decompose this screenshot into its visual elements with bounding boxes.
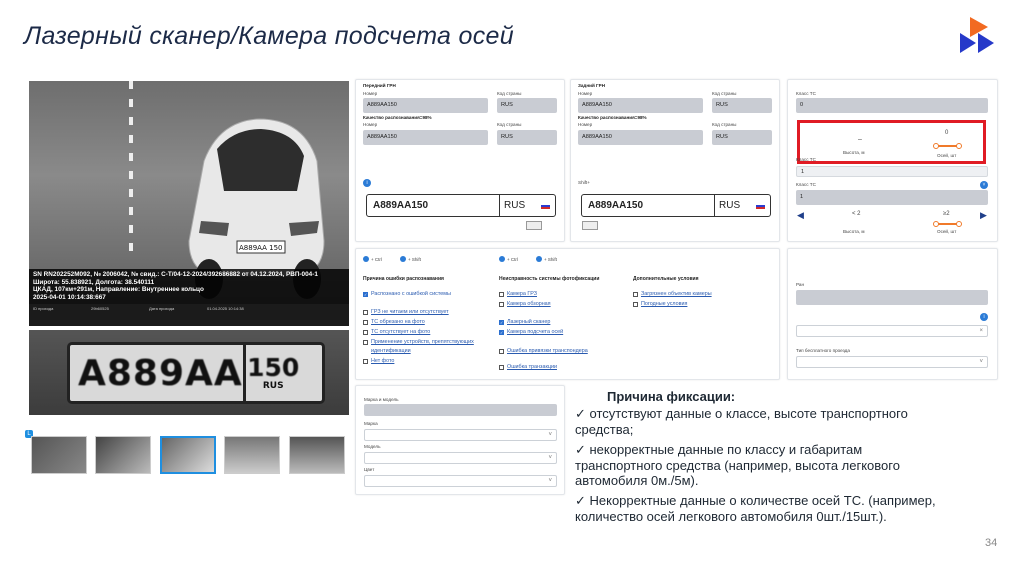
key-icon: [400, 256, 406, 262]
country-label: Код страны: [712, 91, 737, 96]
meta-label: Дата прохода: [149, 306, 175, 311]
checkbox-icon: [363, 310, 368, 315]
thumbnail-2[interactable]: [95, 436, 151, 474]
plate-number: A889AA150: [588, 200, 644, 211]
quality-label: Качество распознавания=98%: [578, 115, 647, 120]
reason-item: ✓ некорректные данные по классу и габаритам транспортного средства (например, высота легкового автомобиля 0м./5м).: [575, 442, 900, 489]
plate-number: A889AA150: [373, 200, 429, 211]
model-label: Модель: [364, 444, 381, 449]
rear-country-field[interactable]: RUS: [712, 98, 772, 113]
page-number: 34: [985, 537, 998, 549]
checkbox-label: Камера подсчета осей: [507, 329, 564, 335]
make-label: Марка: [364, 421, 378, 426]
shortcut-text: + Shift: [544, 256, 557, 262]
plate-country: [714, 195, 770, 216]
checkbox-label: Распознано с ошибкой системы: [371, 291, 451, 297]
class-label: Класс ТС: [796, 91, 816, 96]
error-checkbox[interactable]: [363, 339, 474, 345]
axles-label: Осей, шт: [937, 229, 957, 234]
checkbox-checked-icon: ✓: [500, 319, 504, 325]
next-arrow-icon[interactable]: ▶: [980, 210, 987, 220]
caption-line: SN RN202252M092, № 2006042, № свид.: С-Т/04-12-2024/392686882 от 04.12.2024, РВП-004-1: [33, 271, 318, 278]
quality-label: Качество распознавания=98%: [363, 115, 432, 120]
height-lt2: < 2: [852, 211, 861, 217]
free-pass-label: Тип бесплатного проезда: [796, 348, 850, 353]
axle-line: [938, 223, 958, 225]
checkbox-icon: [499, 365, 504, 370]
thumb-badge-icon: L: [25, 430, 33, 438]
condition-checkbox[interactable]: [633, 291, 712, 297]
col1-header: Причина ошибки распознавания: [363, 276, 444, 282]
make-model-label: Марка и модель: [364, 397, 399, 402]
chevron-down-icon: ˅: [548, 455, 552, 461]
ran-field[interactable]: [796, 290, 988, 305]
color-label: Цвет: [364, 467, 375, 472]
thumbnail-strip: [25, 430, 355, 478]
error-checkbox[interactable]: [363, 319, 425, 325]
key-icon: [499, 256, 505, 262]
expand-icon[interactable]: ˅: [980, 181, 988, 189]
error-checkbox-continued: [371, 348, 411, 354]
chevron-down-icon: ˅: [548, 478, 552, 484]
checkbox-label: ТС обрезано на фото: [371, 319, 425, 325]
checkbox-label: Нет фото: [371, 358, 395, 364]
checkbox-icon: [499, 349, 504, 354]
shortcut-hint: [499, 256, 518, 262]
slide-title: Лазерный сканер/Камера подсчета осей: [24, 22, 514, 50]
front-country-field-2[interactable]: RUS: [497, 130, 557, 145]
class3-field[interactable]: 1: [796, 190, 988, 205]
fault-checkbox[interactable]: [499, 329, 563, 335]
front-plate-display: [366, 194, 556, 217]
highlight-frame: [797, 120, 986, 164]
height-label: Высота, м: [843, 229, 865, 234]
thumbnail-1[interactable]: [31, 436, 87, 474]
class-field[interactable]: 0: [796, 98, 988, 113]
condition-checkbox[interactable]: [633, 301, 687, 307]
axles-ge2: ≥2: [943, 211, 950, 217]
shortcut-hint: [400, 256, 421, 262]
photo-meta-strip: [29, 304, 349, 326]
axle-icon: [956, 143, 962, 149]
rear-country-field-2[interactable]: RUS: [712, 130, 772, 145]
reason-heading: Причина фиксации:: [607, 389, 736, 404]
rear-plate-title: Задний ГРН: [578, 83, 606, 88]
fault-checkbox[interactable]: [499, 301, 551, 307]
col2-header: Неисправность системы фотофиксации: [499, 276, 600, 282]
plate-toggle-icon[interactable]: [526, 221, 542, 230]
caption-line: Широта: 55.838921, Долгота: 38.540111: [33, 278, 155, 286]
front-number-field[interactable]: A889AA150: [363, 98, 488, 113]
key-icon: [363, 256, 369, 262]
prev-arrow-icon[interactable]: ◀: [797, 210, 804, 220]
key-icon: [536, 256, 542, 262]
plate-closeup: [67, 342, 325, 404]
thumbnail-3[interactable]: [160, 436, 216, 474]
country-label: Код страны: [712, 122, 737, 127]
caption-line: ЦКАД, 107км+291м, Направление: Внутреннее кольцо: [33, 286, 204, 294]
checkbox-icon: [363, 320, 368, 325]
rear-plate-display: [581, 194, 771, 217]
model-select[interactable]: [364, 452, 557, 464]
country-label: Код страны: [497, 91, 522, 96]
shortcut-text: + Ctrl: [507, 256, 518, 262]
number-label: Номер: [578, 122, 593, 127]
height-label: Высота, м: [843, 150, 865, 155]
fault-checkbox[interactable]: [499, 348, 588, 354]
shortcut-hint: [536, 256, 557, 262]
shortcut-hint: [363, 256, 382, 262]
checkbox-icon: [633, 292, 638, 297]
plate-region: [243, 345, 301, 401]
error-checkbox[interactable]: [363, 358, 394, 364]
thumbnail-5[interactable]: [289, 436, 345, 474]
shortcut-text: + Ctrl: [371, 256, 382, 262]
checkbox-label: Применение устройств, препятствующих: [371, 339, 474, 345]
plate-number-text: A889AA: [78, 352, 243, 394]
fault-checkbox[interactable]: [499, 319, 550, 325]
height-value: –: [858, 136, 862, 143]
overview-photo[interactable]: [29, 81, 349, 317]
flag-icon: [756, 203, 765, 209]
fault-checkbox[interactable]: [499, 291, 537, 297]
checkbox-icon: [363, 359, 368, 364]
error-checkbox[interactable]: [363, 291, 451, 297]
shift-hint: Shift+: [578, 180, 590, 185]
class2-label: Класс ТС: [796, 157, 816, 162]
rear-number-field[interactable]: A889AA150: [578, 98, 703, 113]
thumbnail-4[interactable]: [224, 436, 280, 474]
free-pass-input[interactable]: [796, 325, 988, 337]
checkbox-label: Ошибка привязки транспондера: [507, 348, 588, 354]
checkbox-icon: [499, 302, 504, 307]
checkbox-icon: [363, 330, 368, 335]
checkbox-icon: [363, 340, 368, 345]
info-icon[interactable]: i: [980, 313, 988, 321]
free-pass-select[interactable]: [796, 356, 988, 368]
checkbox-icon: [633, 302, 638, 307]
make-select[interactable]: [364, 429, 557, 441]
checkbox-label: ГРЗ не читаем или отсутствует: [371, 309, 449, 315]
axles-value: 0: [945, 130, 949, 136]
number-label: Номер: [363, 91, 378, 96]
company-logo: [958, 15, 1004, 61]
plate-country-code: RUS: [262, 381, 284, 391]
color-select[interactable]: [364, 475, 557, 487]
checkbox-label: Погодные условия: [641, 301, 688, 307]
class3-label: Класс ТС: [796, 182, 816, 187]
axles-label: Осей, шт: [937, 153, 957, 158]
number-label: Номер: [578, 91, 593, 96]
checkbox-label: Ошибка транзакции: [507, 364, 557, 370]
error-checkbox[interactable]: [363, 329, 430, 335]
number-label: Номер: [363, 122, 378, 127]
plate-country-text: RUS: [504, 200, 526, 211]
reason-item: ✓ отсутствуют данные о классе, высоте транспортного средства;: [575, 406, 908, 437]
checkbox-label: Камера ГРЗ: [507, 291, 537, 297]
caption-line: 2025-04-01 10:14:38:667: [33, 293, 106, 301]
checkbox-icon: [499, 292, 504, 297]
front-number-field-2[interactable]: A889AA150: [363, 130, 488, 145]
checkbox-label: Загрязнен объектив камеры: [641, 291, 712, 297]
plate-country: [499, 195, 555, 216]
shortcut-text: + Shift: [408, 256, 421, 262]
chevron-down-icon: ˅: [548, 432, 552, 438]
axle-line: [938, 145, 958, 147]
country-label: Код страны: [497, 122, 522, 127]
plate-toggle-icon[interactable]: [582, 221, 598, 230]
plate-region-code: 150: [247, 353, 300, 382]
info-icon[interactable]: i: [363, 179, 371, 187]
rear-number-field-2[interactable]: A889AA150: [578, 130, 703, 145]
checkbox-label: ТС отсутствует на фото: [371, 329, 431, 335]
front-country-field[interactable]: RUS: [497, 98, 557, 113]
road-marking: [129, 81, 133, 261]
car-plate-text: A889AA 150: [239, 244, 283, 252]
checkbox-label: Камера обзорная: [507, 301, 551, 307]
meta-value: 29b60525: [91, 306, 109, 311]
flag-icon: [541, 203, 550, 209]
class2-field[interactable]: 1: [796, 166, 988, 177]
meta-label: ID прохода: [33, 306, 54, 311]
meta-value: 01.04.2025 10:14:38: [207, 306, 244, 311]
checkbox-checked-icon: ✓: [500, 329, 504, 335]
fault-checkbox[interactable]: [499, 364, 557, 370]
plate-country-text: RUS: [719, 200, 741, 211]
make-model-field[interactable]: [364, 404, 557, 416]
clear-icon[interactable]: ×: [979, 328, 983, 334]
checkbox-checked-icon: ✓: [364, 291, 368, 297]
fixation-reason: [575, 389, 945, 529]
error-checkbox[interactable]: [363, 309, 449, 315]
chevron-down-icon: ˅: [979, 359, 983, 365]
ran-label: Ран: [796, 282, 805, 287]
plate-closeup-photo[interactable]: [29, 330, 349, 415]
front-plate-title: Передний ГРН: [363, 83, 396, 88]
checkbox-label: Лазерный сканер: [507, 319, 551, 325]
axle-icon: [956, 221, 962, 227]
checkbox-label: идентификации: [371, 348, 411, 354]
col3-header: Дополнительные условия: [633, 276, 699, 282]
reason-item: ✓ Некорректные данные о количестве осей ТС. (например, количество осей легкового автомобиля 0шт./15шт.).: [575, 493, 936, 524]
